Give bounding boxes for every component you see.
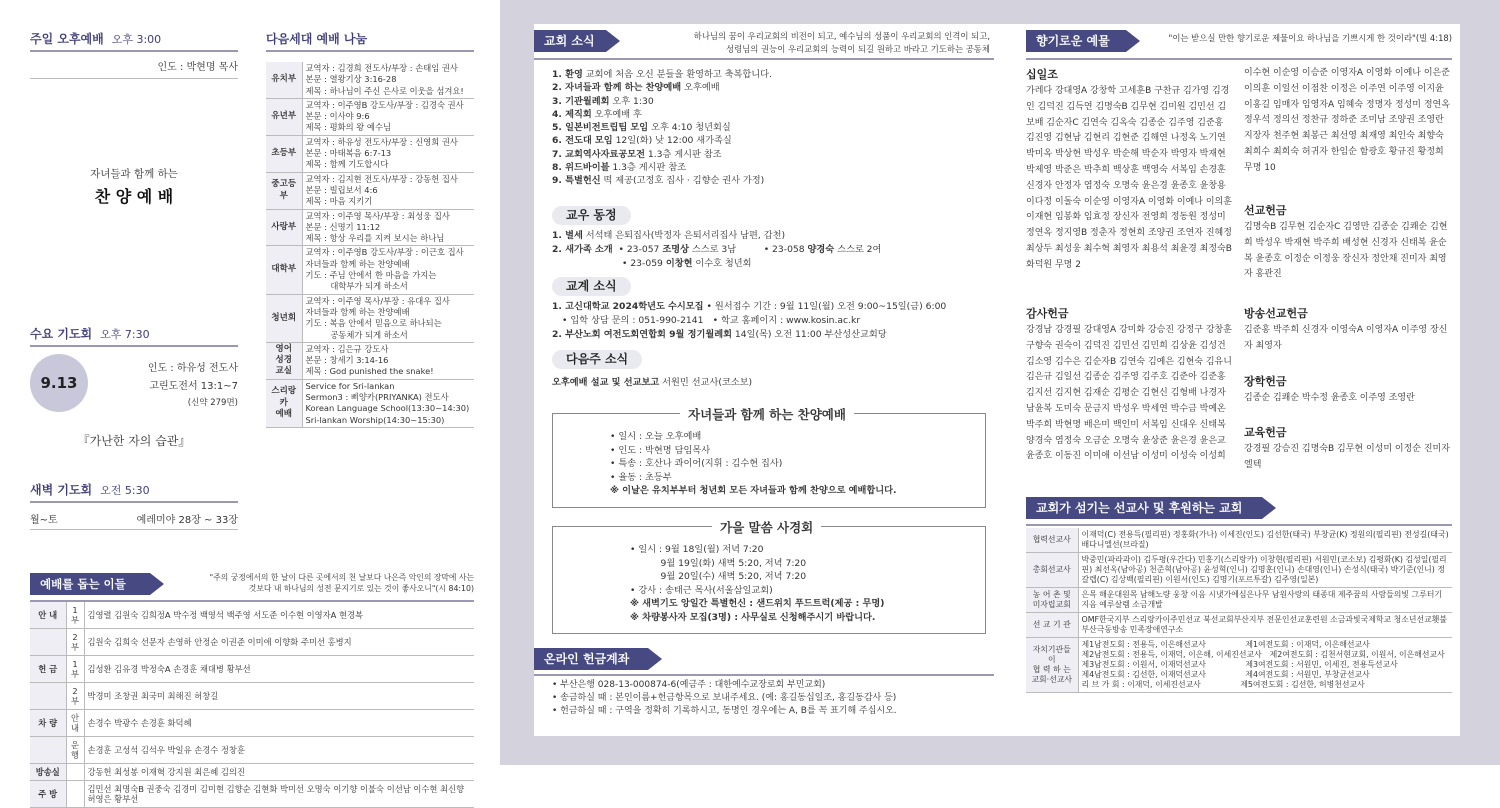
news-item-label: 3. 기관월례회: [552, 95, 610, 107]
online-line: • 헌금하실 때 : 구역을 정확히 기록하시고, 동명인 경우에는 A, B를 꼭 표기해 주십시오.: [552, 706, 897, 716]
praise-line: • 특송 : 호산나 콰이어(지휘 : 김수현 집사): [610, 458, 783, 469]
nextgen-dept: 초등부: [266, 135, 302, 172]
autumn-line: • 일시 : 9월 18일(월) 저녁 7:20: [630, 544, 764, 555]
nextgen-line: 본문 : 신명기 11:12: [305, 221, 381, 232]
nextgen-detail: [302, 62, 474, 98]
autumn-lines: [630, 543, 884, 624]
news-item-text: 1.3층 게시판 참조: [647, 148, 722, 160]
news-item-label: 2. 자녀들과 함께 하는 찬양예배: [552, 82, 682, 94]
helpers-table: [30, 602, 474, 808]
mission-category: 선 교 기 관: [1026, 613, 1078, 638]
helpers-row: [30, 781, 474, 808]
helpers-role: 주 방: [30, 781, 66, 808]
online-line: • 송금하실 때 : 본인이름+헌금항목으로 보내주세요. (예: 홍길동십일조, 홍길동감사 등): [552, 693, 897, 703]
thanks-section: 감사헌금 강경남 강경필 강대영A 강미화 강승진 강정구 강창훈 구향숙 권숙이 김덕진 김민선 김민희 김상윤 김성건 김소영 김수은 김순자B 김연숙 김예은 김현숙 김유니 김은규 김일선 김종순 김주영 김주호 김준아 김준홍 김지선 김지현 김재순 김평순 김현신 김형배 나경자 남윤복 도미숙 문금지 박성우 박세연 박수금 박예온 박주희 박현명 배은미 백인미 서복임 신대우 신태복 양경숙 염정숙 오금순 오명숙 윤상준 윤은경 윤은교 윤종호 이동진 이미애 이선남 이성미 이성숙 이성희: [1026, 307, 1232, 462]
news-item-label: 9. 특별헌신: [552, 175, 601, 187]
mission-line: 제2남전도회 : 전용득, 이재덕, 이은해, 이세진선교사 제2여전도회 : 김천서현교회, 이원서, 이은해선교사: [1081, 650, 1445, 659]
autumn-line: • 강사 : 송태근 목사(서울삼일교회): [630, 584, 773, 596]
helpers-row: [30, 602, 474, 629]
nextgen-line: 교역자 : 김은규 강도사: [305, 343, 389, 354]
autumn-note: ※ 차량봉사자 모집(3명) : 사무실로 신청해주시기 바랍니다.: [630, 611, 876, 623]
news-item: [552, 121, 772, 134]
dawn-text: 예레미야 28장 ~ 33장: [136, 515, 238, 526]
nextgen-detail: [302, 379, 474, 427]
nextgen-row: [266, 98, 474, 135]
nextgen-line: 공동체가 되게 하소서: [305, 329, 408, 340]
nextgen-dept: 사랑부: [266, 209, 302, 246]
helpers-row: [30, 683, 474, 710]
nextgen-table: [266, 62, 474, 428]
nextgen-line: 본문 : 마태복음 6:7-13: [305, 148, 392, 159]
praise-note: ※ 이날은 유치부부터 청년회 모든 자녀들과 함께 찬양으로 예배합니다.: [610, 485, 897, 496]
helpers-names: 김민선 최명숙B 권중숙 김경미 김미현 김향순 김현화 박미선 오명숙 이기향 이불숙 이선남 이수현 최신향 허영은 황부선: [84, 781, 474, 808]
news-item-label: 8. 위드바이블: [552, 162, 610, 174]
online-lines: [552, 679, 897, 718]
helpers-role: [30, 683, 66, 710]
autumn-note: ※ 새벽기도 앙일간 특별헌신 : 샌드위치 푸드트럭(제공 : 무명): [630, 598, 885, 609]
nextgen-line: 교역자 : 김경희 전도사/부장 : 손태임 권사: [305, 63, 458, 73]
helpers-names: 강동헌 최성봉 이재혁 강지원 최은혜 김의진: [84, 764, 474, 781]
nextgen-line: 교역자 : 이주영B 강도사/부장 : 김경숙 권사: [305, 99, 464, 110]
sunday-leader: 인도 : 박현명 목사: [157, 62, 238, 73]
mission-detail: [1078, 638, 1452, 693]
offer-verse: "이는 받으실 만한 향기로운 제물이요 하나님을 기쁘시게 한 것이라"(빌 4:18): [1168, 33, 1452, 43]
nextgen-line: Sermon3 : 삐양카(PRIYANKA) 전도사: [305, 392, 449, 403]
nextgen-line: Service for Sri-lankan: [305, 380, 395, 391]
nextgen-detail: [302, 342, 474, 379]
nextgen-row: [266, 246, 474, 294]
nextgen-row: [266, 172, 474, 209]
left-page: [0, 0, 500, 804]
news-item-text: 오후예배: [684, 82, 720, 94]
helpers-names: 손경훈 고성석 김석우 박일유 손경수 정창훈: [84, 737, 474, 764]
mission-row: [1026, 638, 1452, 693]
mission-line: 제3남전도회 : 이원서, 이재덕선교사 제3여전도회 : 서원민, 이세진, 전용득선교사: [1081, 660, 1398, 669]
online-title: 온라인 헌금계좌: [534, 648, 648, 670]
tithe2-section: 이수현 이순영 이승준 이영자A 이영화 이예나 이은준 이의훈 이일선 이점찬 이정은 이주연 이주영 이지윤 이홍길 임매자 임영자A 임혜숙 정명자 정성미 정연옥 정우석 정의선 정찬규 정하준 조미남 조양권 조영란 지장자 천주현 최봉근 최선영 최재영 최인숙 최향숙 최희수 최희숙 허귀자 한임순 함광호 황규진 황정희 무명 10: [1244, 68, 1450, 173]
edu-section: 교육헌금 강경필 강승진 김명숙B 김무현 이성미 이정순 진미자 엘텍: [1244, 426, 1450, 470]
nextgen-detail: [302, 98, 474, 135]
news-item-text: 오후 1:30: [612, 95, 654, 107]
mission-table: [1026, 528, 1452, 693]
mission-detail: [1078, 588, 1452, 613]
mission-detail: [1078, 613, 1452, 638]
nextgen-dept: 중고등부: [266, 172, 302, 209]
mission-category: 총회선교사: [1026, 553, 1078, 588]
nextgen-line: 자녀들과 함께 하는 찬양예배: [305, 306, 410, 317]
news-item-text: 12일(화) 낮 12:00 새가족실: [615, 135, 732, 147]
nextgen-line: 기도 : 복음 안에서 믿음으로 하나되는: [305, 318, 442, 329]
helpers-role: [30, 737, 66, 764]
helpers-sub: [66, 781, 84, 808]
mission-line: 제4남전도회 : 김선한, 이재덕선교사 제4여전도회 : 서원민, 부창균선교사: [1081, 670, 1370, 679]
nextgen-line: 자녀들과 함께 하는 찬양예배: [305, 258, 410, 269]
nextgen-row: [266, 135, 474, 172]
helpers-role: 헌 금: [30, 656, 66, 683]
tithe-section: 십일조 가레다 강대영A 강창학 고세훈B 구찬규 김가영 김경인 김덕진 김득연 김명숙B 김무현 김미원 김민선 김보배 김순자C 김연숙 김옥숙 김종순 김주영 김준홍 김진영 김현남 김현리 김현준 김해연 나정옥 노기연 박미옥 박상현 박성우 박순해 박순자 박영자 박재현 박제영 박준은 박추희 백상훈 백영숙 서복임 손경훈 신경자 안정자 염정숙 오명숙 윤은경 윤종호 윤창용 이다정 이돌숙 이순영 이영자A 이영화 이예나 이의훈 이재현 임봉화 임효정 장신자 전영희 정동원 정성미 정연옥 정지영B 정춘자 정현희 조양권 조연자 진혜정 최상두 최성웅 최수혁 최영자 최용석 최윤경 최정숙B 화덕원 무명 2: [1026, 68, 1232, 270]
helpers-sub: 운행: [66, 737, 84, 764]
helpers-names: 김영렬 김원숙 김희정A 박수정 백영석 백주영 서도준 이수현 이영자A 현경복: [84, 602, 474, 629]
mission-line: 제1남전도회 : 전용득, 이은해선교사 제1여전도회 : 이재덕, 이은해선교사: [1081, 640, 1370, 649]
wed-scripture: 고린도전서 13:1~7: [149, 381, 238, 392]
dawn-days: 월~토: [30, 515, 58, 526]
nextgen-row: [266, 62, 474, 98]
nextgen-detail: [302, 172, 474, 209]
nextgen-line: 기도 : 주님 안에서 한 마음을 가지는: [305, 270, 437, 281]
nextgen-line: Sri-lankan Worship(14:30~15:30): [305, 414, 445, 425]
mission-row: [1026, 588, 1452, 613]
nextgen-dept: 영어 성경 교실: [266, 342, 302, 379]
nextgen-line: Korean Language School(13:30~14:30): [305, 403, 470, 414]
news-item: [552, 174, 772, 187]
news-item: [552, 134, 772, 147]
helpers-sub: 1부: [66, 602, 84, 629]
nextgen-row: [266, 379, 474, 427]
mission-line: OMF한국지부 스리랑카이주민선교 북선교회부산지부 전문인선교훈련원 소금과빛국제학교 청소년선교횃불 부산극동방송 민족장애연구소: [1081, 615, 1447, 634]
conn-title: 교계 소식: [552, 277, 631, 296]
helpers-sub: 2부: [66, 683, 84, 710]
mission-row: [1026, 553, 1452, 588]
next-title: 다음주 소식: [552, 350, 642, 369]
members-title: 교우 동정: [552, 206, 631, 225]
news-item-text: 떡 제공(고정호 집사 · 김향순 권사 가정): [603, 175, 765, 187]
helpers-role: [30, 629, 66, 656]
offer-title: 향기로운 예물: [1026, 30, 1126, 52]
helpers-row: [30, 629, 474, 656]
nextgen-detail: [302, 135, 474, 172]
helpers-sub: 2부: [66, 629, 84, 656]
nextgen-dept: 유치부: [266, 62, 302, 98]
helpers-sub: [66, 764, 84, 781]
nextgen-row: [266, 294, 474, 342]
online-line: • 부산은행 028-13-000874-6(예금주 : 대한예수교장로회 부민교회): [552, 680, 826, 690]
news-item-label: 4. 제직회: [552, 108, 592, 120]
nextgen-detail: [302, 209, 474, 246]
mission-detail: [1078, 553, 1452, 588]
nextgen-line: 제목 : 함께 기도합시다: [305, 159, 389, 170]
sunday-main: 찬 양 예 배: [94, 187, 174, 206]
nextgen-line: 제목 : 항상 우리를 지켜 보시는 하나님: [305, 233, 445, 244]
helpers-row: [30, 710, 474, 737]
wed-sermon: 『가난한 자의 습관』: [77, 434, 191, 448]
news-item-text: 1.3층 게시판 참조: [612, 162, 687, 174]
news-item-label: 6. 전도대 모임: [552, 135, 613, 147]
nextgen-line: 교역자 : 김지현 전도사/부장 : 강동헌 집사: [305, 173, 458, 184]
nextgen-line: 교역자 : 이주영B 강도사/부장 : 이근호 집사: [305, 247, 464, 258]
praise-title: 자녀들과 함께 하는 찬양예배: [680, 405, 854, 423]
helpers-row: [30, 737, 474, 764]
news-item-text: 오후 4:10 청년회실: [651, 122, 731, 134]
nextgen-detail: [302, 294, 474, 342]
news-item-label: 5. 일본비전트립팀 모임: [552, 122, 649, 134]
news-list: [552, 68, 772, 188]
praise-line: • 일시 : 오늘 오후예배: [610, 431, 702, 442]
helpers-verse: "주의 궁정에서의 한 날이 다른 곳에서의 천 날보다 나은즉 악인의 장막에 사는 것보다 내 하나님의 성전 문지기로 있는 것이 좋사오니"(시 84:10): [209, 573, 474, 593]
nextgen-line: 제목 : 마음 지키기: [305, 196, 373, 207]
news-motto: 하나님의 꿈이 우리교회의 비전이 되고, 예수님의 성품이 우리교회의 인격이 되고, 성령님의 권능이 우리교회의 능력이 되길 원하고 바라고 기도하는 공동체: [693, 31, 990, 54]
news-item-text: 교회에 처음 오신 분들을 환영하고 축복합니다.: [585, 69, 772, 80]
helpers-role: 차 량: [30, 710, 66, 737]
conn-body: 1. 고신대학교 2024학년도 수시모집 • 원서접수 기간 : 9월 11일(월) 오전 9:00~15일(금) 6:00 • 입학 상담 문의 : 051-990-2141 • 학교 홈페이지 : www.kosin.ac.kr 2. 부산노회 여전도회연합회 9월 정기월례회 14일(목) 오전 11:00 부산성산교회당: [552, 301, 947, 340]
helpers-names: 손경수 박광수 손경훈 화덕혜: [84, 710, 474, 737]
sunday-sub: 자녀들과 함께 하는: [90, 168, 178, 180]
mission-category: 농 어 촌 및 미자립교회: [1026, 588, 1078, 613]
praise-lines: [610, 430, 897, 498]
next-body: 오후예배 설교 및 선교보고 서원민 선교사(코소보): [552, 377, 753, 388]
nextgen-dept: 유년부: [266, 98, 302, 135]
mission-category: 자치기관들이 협 력 하 는 교회·선교사: [1026, 638, 1078, 693]
helpers-sub: 1부: [66, 656, 84, 683]
nextgen-row: [266, 342, 474, 379]
news-item-label: 1. 환영: [552, 69, 583, 80]
mission-offer-section: 선교헌금 김명숙B 김무현 김순자C 김영만 김종순 김쾌순 김현희 박성우 박재현 박주희 배성현 신경자 신태복 윤순복 윤종호 이정순 이정웅 장신자 정안채 진미자 최영자 홍관진: [1244, 204, 1448, 280]
mission-line: 은목 해운대원목 남해노량 웅창 이음 시냇가에심은나무 남원사랑의 태종대 제주꿈의 사람들의빛 그루터기 지음 예루살렘 소금개발: [1081, 590, 1442, 609]
nextgen-line: 교역자 : 이주영 목사/부장 : 유대우 집사: [305, 295, 450, 306]
nextgen-line: 본문 : 열왕기상 3:16-28: [305, 74, 397, 85]
helpers-sub: 안내: [66, 710, 84, 737]
nextgen-row: [266, 209, 474, 246]
helpers-role: 안 내: [30, 602, 66, 629]
news-item-text: 오후예배 후: [594, 108, 642, 120]
helpers-title: 예배를 돕는 이들: [30, 573, 150, 595]
news-item: [552, 108, 772, 121]
autumn-title: 가을 말씀 사경회: [712, 518, 821, 536]
nextgen-line: 제목 : 하나님이 주신 은사로 이웃을 섬겨요!: [305, 85, 464, 96]
wed-leader: 인도 : 하유성 전도사: [147, 363, 238, 374]
praise-line: • 인도 : 박현명 담임목사: [610, 444, 711, 456]
mission-line: 이재덕(C) 전용득(필리핀) 정홍화(가나) 이세진(인도) 김선한(태국) 부창균(K) 정원의(필리핀) 전성길(태국) 배다니엘선(브라질): [1081, 530, 1449, 549]
news-item: [552, 161, 772, 174]
news-item-label: 7. 교회역사자료공모전: [552, 148, 645, 160]
nextgen-line: 교역자 : 이주영 목사/부장 : 최성웅 집사: [305, 210, 450, 221]
mission-row: [1026, 613, 1452, 638]
members-body: 1. 별세 서석태 은퇴집사(박정자 은퇴서리집사 남편, 갑천) 2. 새가족 소개 • 23-057 조명상 스스로 3남 • 23-058 양경숙 스스로 2여 • 23-059 이창현 이수호 청년회: [552, 230, 882, 269]
mission-row: [1026, 528, 1452, 553]
helpers-names: 김성환 김유경 박정숙A 손경훈 채대병 황부선: [84, 656, 474, 683]
nextgen-line: 제목 : 평화의 왕 예수님: [305, 122, 391, 133]
helpers-row: [30, 764, 474, 781]
nextgen-line: 본문 : 빌립보서 4:6: [305, 184, 378, 195]
helpers-row: [30, 656, 474, 683]
helpers-names: 김원숙 김희숙 선문자 손영하 안정순 이권준 이미애 이향화 주미선 홍병지: [84, 629, 474, 656]
mission-title: 교회가 섬기는 선교사 및 후원하는 교회: [1026, 497, 1262, 519]
news-item: [552, 68, 772, 81]
dawn-service-title: 새벽 기도회 오전 5:30: [30, 483, 150, 497]
mission-detail: [1078, 528, 1452, 553]
mission-line: 리 브 가 회 : 이재덕, 이세진선교사 제5여전도회 : 김선한, 허병천선교사: [1081, 680, 1365, 689]
autumn-line: 9월 20일(수) 새벽 5:20, 저녁 7:20: [630, 571, 807, 582]
news-item: [552, 95, 772, 108]
praise-line: • 율동 : 초등부: [610, 471, 672, 483]
news-title: 교회 소식: [534, 30, 606, 52]
nextgen-line: 본문 : 이사야 9:6: [305, 111, 370, 122]
news-item: [552, 81, 772, 94]
wed-page: (신약 279면): [187, 398, 238, 408]
helpers-role: 방송실: [30, 764, 66, 781]
broad-section: 방송선교헌금 김준홍 박주희 신경자 이영숙A 이영자A 이주영 장신자 최영자: [1244, 307, 1448, 351]
autumn-line: 9월 19일(화) 새벽 5:20, 저녁 7:20: [630, 557, 807, 569]
sunday-service-title: 주일 오후예배 오후 3:00: [30, 32, 162, 46]
nextgen-detail: [302, 246, 474, 294]
nextgen-dept: 청년회: [266, 294, 302, 342]
nextgen-line: 제목 : God punished the snake!: [305, 366, 434, 377]
nextgen-dept: 대학부: [266, 246, 302, 294]
mission-category: 협력선교사: [1026, 528, 1078, 553]
nextgen-line: 교역자 : 하유성 전도사/부장 : 신영희 권사: [305, 136, 458, 147]
nextgen-dept: 스리랑카 예배: [266, 379, 302, 427]
nextgen-title: 다음세대 예배 나눔: [266, 32, 368, 46]
helpers-names: 박경미 조창권 최국미 최해진 허창길: [84, 683, 474, 710]
mission-line: 박중민(파라과이) 김두평(우간다) 민홍기(스리랑카) 이창현(필리핀) 서원민(코소보) 김평화(K) 김성일(필리핀) 최선옥(남아공) 천준혁(남아공) 윤성혁(인니) 김명훈(인니) 손대영(인니) 손성식(태국) 박기준(인니) 정갈렙(C) 김상백(필리핀) 이원서(인도) 김명기(포르투갈) 김주영(일본): [1081, 555, 1447, 584]
wed-service-title: 수요 기도회 오후 7:30: [30, 327, 150, 341]
news-item: [552, 148, 772, 161]
nextgen-line: 대학부가 되게 하소서: [305, 281, 408, 292]
wed-date-badge: 9.13: [30, 354, 88, 412]
scholar-section: 장학헌금 김종순 김쾌순 박수정 윤종호 이주영 조영란: [1244, 375, 1415, 403]
nextgen-line: 본문 : 창세기 3:14-16: [305, 355, 389, 366]
